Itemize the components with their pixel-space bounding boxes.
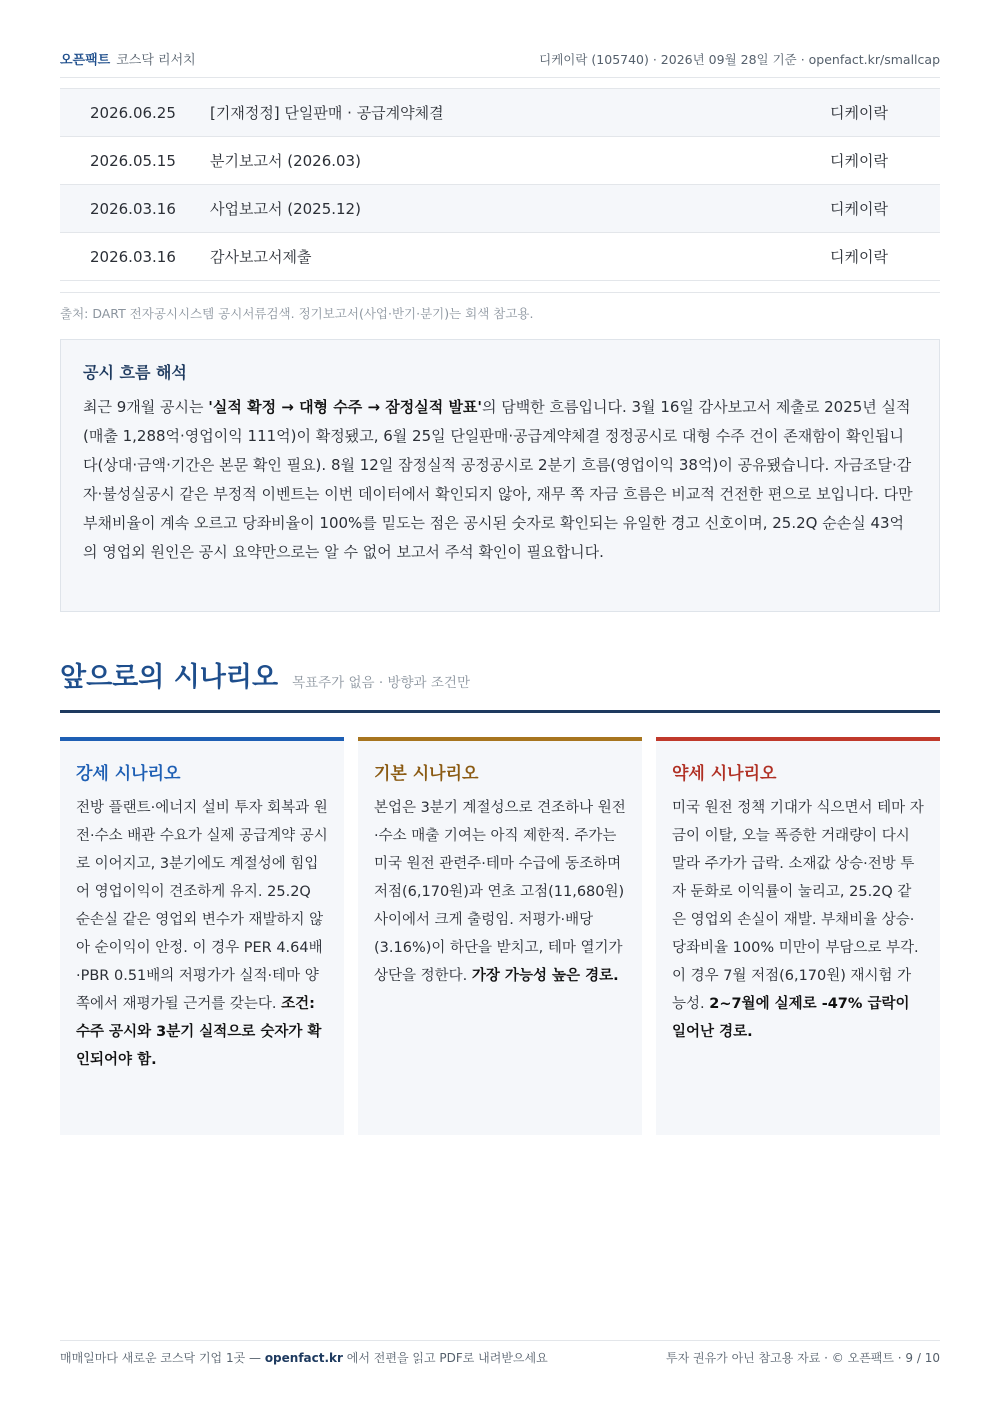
- filing-company: 디케이락: [830, 248, 888, 266]
- interpretation-body: [83, 393, 917, 567]
- scenario-body: [374, 794, 626, 990]
- filing-company: 디케이락: [830, 200, 888, 218]
- filing-title: 감사보고서제출: [210, 248, 312, 266]
- scenario-body: [672, 794, 924, 1046]
- interpretation-text-lead: 최근 9개월 공시는: [83, 398, 209, 416]
- scenario-conclusion: 가장 가능성 높은 경로.: [471, 968, 619, 984]
- filing-date: 2026.06.25: [90, 103, 176, 122]
- filing-title: 분기보고서 (2026.03): [210, 152, 361, 170]
- header-meta: 디케이락 (105740) · 2026년 09월 28일 기준 · openfact.kr/smallcap: [539, 51, 940, 67]
- scenario-title: 강세 시나리오: [76, 764, 181, 784]
- table-row: [60, 233, 940, 281]
- scenario-card-bear: [656, 737, 940, 1135]
- footer-site-link[interactable]: openfact.kr: [264, 1351, 343, 1365]
- table-row: [60, 137, 940, 185]
- table-row: [60, 185, 940, 233]
- scenario-text: 미국 원전 정책 기대가 식으면서 테마 자금이 이탈, 오늘 폭증한 거래량이 다시 말라 주가가 급락. 소재값 상승·전방 투자 둔화로 이익률이 눌리고, 25.2Q 같은 영업외 손실이 재발. 부채비율 상승·당좌비율 100% 미만이 부담으로 부각. 이 경우 7월 저점(6,170원) 재시험 가능성.: [672, 800, 924, 1012]
- filing-date: 2026.05.15: [90, 151, 176, 170]
- scenario-title: 약세 시나리오: [672, 764, 777, 784]
- filing-company: 디케이락: [830, 104, 888, 122]
- page-footer: [60, 1340, 940, 1366]
- section-heading: [60, 660, 940, 713]
- brand-name: 오픈팩트: [60, 53, 111, 68]
- footer-promo-text: 매매일마다 새로운 코스닥 기업 1곳 —: [60, 1351, 265, 1365]
- scenario-body: [76, 794, 328, 1074]
- interpretation-text: 의 담백한 흐름입니다. 3월 16일 감사보고서 제출로 2025년 실적(매출 1,288억·영업이익 111억)이 확정됐고, 6월 25일 단일판매·공급계약체결 정정공시로 대형 수주 건이 존재함이 확인됩니다(상대·금액·기간은 본문 확인 필요). 8월 12일 잠정실적 공정공시로 2분기 흐름(영업이익 38억)이 공유됐습니다. 자금조달·감자·불성실공시 같은 부정적 이벤트는 이번 데이터에서 확인되지 않아, 재무 쪽 자금 흐름은 비교적 건전한 편으로 보입니다. 다만 부채비율이 계속 오르고 당좌비율이 100%를 밑도는 점은 공시된 숫자로 확인되는 유일한 경고 신호이며, 25.2Q 순손실 43억의 영업외 원인은 공시 요약만으로는 알 수 없어 보고서 주석 확인이 필요합니다.: [83, 398, 913, 561]
- filing-date: 2026.03.16: [90, 199, 176, 218]
- scenario-conclusion: 조건: 수주 공시와 3분기 실적으로 숫자가 확인되어야 함.: [76, 996, 322, 1068]
- scenario-text: 전방 플랜트·에너지 설비 투자 회복과 원전·수소 배관 수요가 실제 공급계약 공시로 이어지고, 3분기에도 계절성에 힘입어 영업이익이 견조하게 유지. 25.2Q 순손실 같은 영업외 변수가 재발하지 않아 순이익이 안정. 이 경우 PER 4.64배·PBR 0.51배의 저평가가 실적·테마 양쪽에서 재평가될 근거를 갖는다.: [76, 800, 328, 1012]
- footer-promo-suffix: 에서 전편을 읽고 PDF로 내려받으세요: [342, 1351, 548, 1365]
- interpretation-box: [60, 339, 940, 612]
- filing-date: 2026.03.16: [90, 247, 176, 266]
- brand: [60, 49, 196, 68]
- filing-title: 사업보고서 (2025.12): [210, 200, 361, 218]
- scenario-title: 기본 시나리오: [374, 764, 479, 784]
- filing-title: [기재정정] 단일판매 · 공급계약체결: [210, 104, 444, 122]
- page-header: [60, 50, 940, 78]
- footer-promo: [60, 1349, 548, 1366]
- footer-disclaimer: 투자 권유가 아닌 참고용 자료 · © 오픈팩트 · 9 / 10: [665, 1351, 940, 1365]
- scenario-conclusion: 2~7월에 실제로 -47% 급락이 일어난 경로.: [672, 996, 910, 1040]
- section-subtitle: 목표주가 없음 · 방향과 조건만: [292, 675, 471, 691]
- scenario-card-base: [358, 737, 642, 1135]
- scenario-text: 본업은 3분기 계절성으로 견조하나 원전·수소 매출 기여는 아직 제한적. 주가는 미국 원전 관련주·테마 수급에 동조하며 저점(6,170원)과 연초 고점(11,680원) 사이에서 크게 출렁임. 저평가·배당(3.16%)이 하단을 받치고, 테마 열기가 상단을 정한다.: [374, 800, 626, 984]
- interpretation-title: 공시 흐름 해석: [83, 363, 187, 382]
- section-title: 앞으로의 시나리오: [60, 662, 279, 693]
- scenario-card-bull: [60, 737, 344, 1135]
- scenario-cards: [60, 737, 940, 1135]
- filing-company: 디케이락: [830, 152, 888, 170]
- brand-subtitle: 코스닥 리서치: [116, 53, 196, 68]
- table-row: [60, 89, 940, 137]
- filing-table: [60, 88, 940, 293]
- interpretation-highlight: '실적 확정 → 대형 수주 → 잠정실적 발표': [208, 398, 483, 416]
- table-divider: [60, 281, 940, 293]
- source-note: 출처: DART 전자공시시스템 공시서류검색. 정기보고서(사업·반기·분기)는 회색 참고용.: [60, 306, 534, 321]
